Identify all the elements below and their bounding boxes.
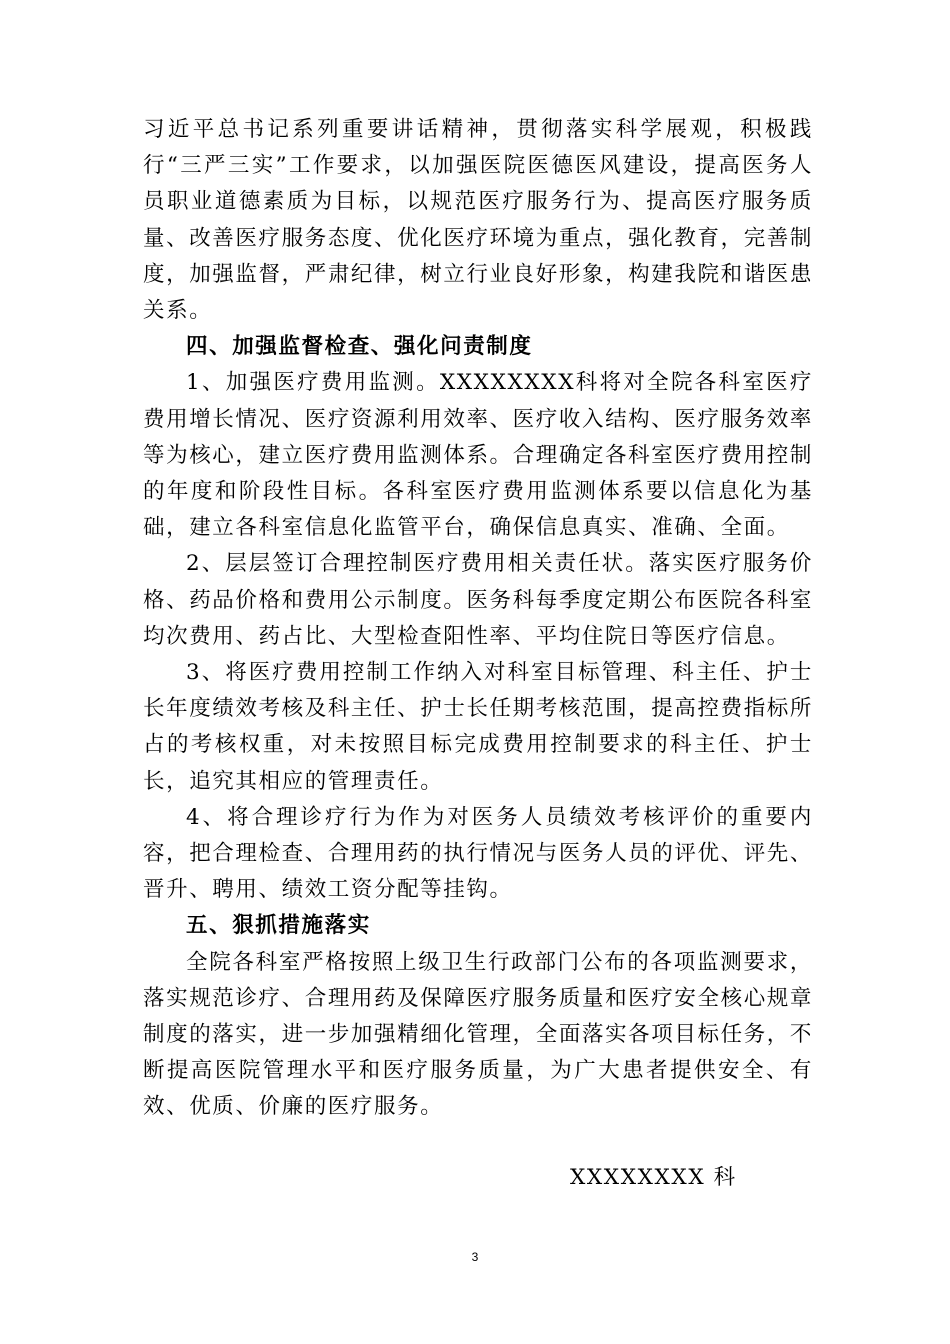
- paragraph-item-3: 3、将医疗费用控制工作纳入对科室目标管理、科主任、护士长年度绩效考核及科主任、护士长任期考核范围，提高控费指标所占的考核权重，对未按照目标完成费用控制要求的科主任、护士长，追究其相应的管理责任。: [143, 660, 813, 794]
- section-heading-4: 四、加强监督检查、强化问责制度: [186, 334, 533, 360]
- paragraph-item-1: 1、加强医疗费用监测。XXXXXXXX科将对全院各科室医疗费用增长情况、医疗资源利用效率、医疗收入结构、医疗服务效率等为核心，建立医疗费用监测体系。合理确定各科室医疗费用控制的年度和阶段性目标。各科室医疗费用监测体系要以信息化为基础，建立各科室信息化监管平台，确保信息真实、准确、全面。: [143, 370, 813, 541]
- signature-department: XXXXXXXX 科: [570, 1165, 737, 1190]
- paragraph-intro-continued: 习近平总书记系列重要讲话精神，贯彻落实科学展观，积极践行“三严三实”工作要求，以加强医院医德医风建设，提高医务人员职业道德素质为目标，以规范医疗服务行为、提高医疗服务质量、改善医疗服务态度、优化医疗环境为重点，强化教育，完善制度，加强监督，严肃纪律，树立行业良好形象，构建我院和谐医患关系。: [143, 117, 813, 324]
- document-body: [143, 112, 813, 1126]
- paragraph-item-2: 2、层层签订合理控制医疗费用相关责任状。落实医疗服务价格、药品价格和费用公示制度。医务科每季度定期公布医院各科室均次费用、药占比、大型检查阳性率、平均住院日等医疗信息。: [143, 551, 813, 649]
- section-heading-5: 五、狠抓措施落实: [186, 913, 371, 939]
- paragraph-section-5: 全院各科室严格按照上级卫生行政部门公布的各项监测要求，落实规范诊疗、合理用药及保障医疗服务质量和医疗安全核心规章制度的落实，进一步加强精细化管理，全面落实各项目标任务，不断提高医院管理水平和医疗服务质量，为广大患者提供安全、有效、优质、价廉的医疗服务。: [143, 949, 813, 1120]
- page-number: 3: [471, 1250, 479, 1264]
- paragraph-item-4: 4、将合理诊疗行为作为对医务人员绩效考核评价的重要内容，把合理检查、合理用药的执行情况与医务人员的评优、评先、晋升、聘用、绩效工资分配等挂钩。: [143, 804, 813, 903]
